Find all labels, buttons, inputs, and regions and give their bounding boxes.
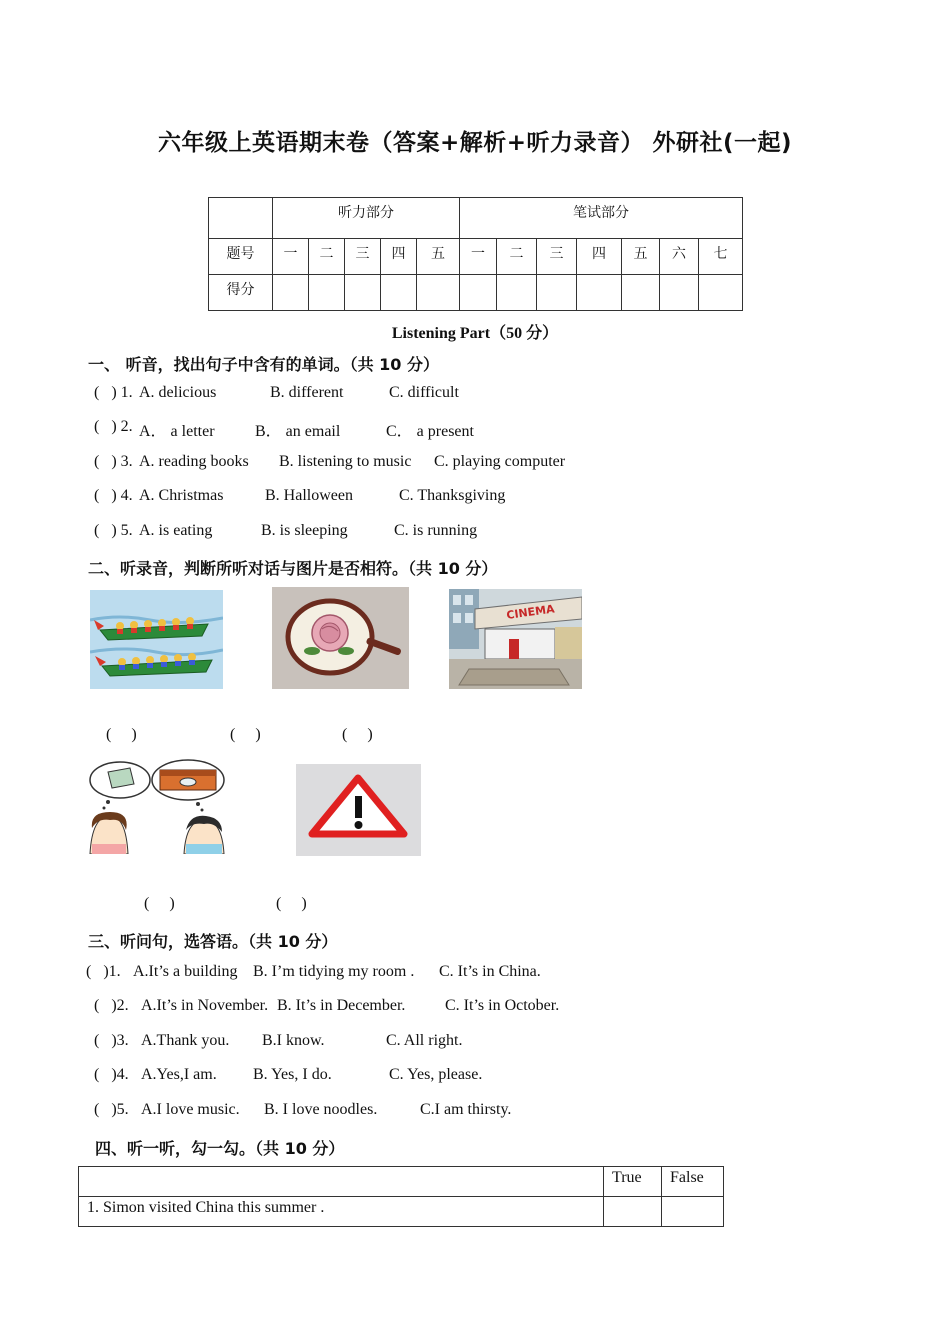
s3-q4-option-b: B. Yes, I do. <box>253 1066 332 1083</box>
s1-q4-option-c: C. Thanksgiving <box>399 487 506 504</box>
s3-q1-option-c: C. It’s in China. <box>439 963 541 980</box>
s3-q4-option-c: C. Yes, please. <box>389 1066 483 1083</box>
s1-q4-prefix[interactable]: ( ) 4. <box>94 487 133 504</box>
page-title: 六年级上英语期末卷（答案+解析+听力录音） 外研社(一起) <box>157 130 793 156</box>
s3-q2-prefix[interactable]: ( )2. <box>94 997 129 1014</box>
thinking-kids-picture <box>86 758 226 854</box>
number-cell: 三 <box>537 239 577 275</box>
warning-sign-picture <box>296 764 421 856</box>
number-cell: 七 <box>699 239 743 275</box>
number-cell: 二 <box>497 239 537 275</box>
s3-q4-option-a: A.Yes,I am. <box>141 1066 217 1083</box>
s1-q3-option-b: B. listening to music <box>279 453 412 470</box>
score-cell[interactable] <box>417 275 460 311</box>
fan-picture <box>272 587 409 689</box>
section2-heading: 二、听录音，判断所听对话与图片是否相符。（共 10 分） <box>88 559 498 578</box>
number-cell: 三 <box>345 239 381 275</box>
s1-q1-prefix[interactable]: ( ) 1. <box>94 384 133 401</box>
s1-q5-option-c: C. is running <box>394 522 478 539</box>
s2-answer-blank-1[interactable]: ( ) <box>106 726 137 743</box>
s1-q4-option-a: A. Christmas <box>139 487 224 504</box>
score-table <box>208 197 743 311</box>
number-cell: 五 <box>417 239 460 275</box>
score-cell[interactable] <box>273 275 309 311</box>
s2-answer-blank-3[interactable]: ( ) <box>342 726 373 743</box>
cinema-picture <box>449 589 582 689</box>
s3-q1-option-a: A.It’s a building <box>133 963 238 980</box>
number-cell: 二 <box>309 239 345 275</box>
s1-q2-option-c: C． a present <box>386 423 474 440</box>
score-cell[interactable] <box>537 275 577 311</box>
s1-q3-option-c: C. playing computer <box>434 453 566 470</box>
s2-answer-blank-4[interactable]: ( ) <box>144 895 175 912</box>
section1-heading: 一、 听音，找出句子中含有的单词。（共 10 分） <box>88 355 439 374</box>
s1-q2-option-b: B． an email <box>255 423 341 440</box>
s3-q4-prefix[interactable]: ( )4. <box>94 1066 129 1083</box>
number-cell: 一 <box>273 239 309 275</box>
s2-answer-blank-2[interactable]: ( ) <box>230 726 261 743</box>
tf-header-true: True <box>604 1167 662 1197</box>
s3-q5-option-c: C.I am thirsty. <box>420 1101 512 1118</box>
s1-q5-option-b: B. is sleeping <box>261 522 348 539</box>
s1-q2-option-a: A． a letter <box>139 423 215 440</box>
s1-q1-option-c: C. difficult <box>389 384 459 401</box>
s1-q5-option-a: A. is eating <box>139 522 213 539</box>
s3-q5-prefix[interactable]: ( )5. <box>94 1101 129 1118</box>
s1-q2-prefix[interactable]: ( ) 2. <box>94 418 133 435</box>
number-cell: 四 <box>577 239 622 275</box>
cinema-sign-text: CINEMA <box>505 602 556 622</box>
s3-q1-option-b: B. I’m tidying my room . <box>253 963 415 980</box>
s1-q5-prefix[interactable]: ( ) 5. <box>94 522 133 539</box>
s1-q3-prefix[interactable]: ( ) 3. <box>94 453 133 470</box>
dragon-boat-picture <box>90 590 223 689</box>
score-row-label: 得分 <box>209 275 273 311</box>
s3-q2-option-c: C. It’s in October. <box>445 997 560 1014</box>
tf-false-checkbox[interactable] <box>662 1197 724 1227</box>
tf-header-false: False <box>662 1167 724 1197</box>
s3-q3-option-b: B.I know. <box>262 1032 325 1049</box>
score-cell[interactable] <box>577 275 622 311</box>
s1-q3-option-a: A. reading books <box>139 453 249 470</box>
s1-q1-option-a: A. delicious <box>139 384 217 401</box>
score-cell[interactable] <box>460 275 497 311</box>
number-cell: 六 <box>660 239 699 275</box>
number-cell: 四 <box>381 239 417 275</box>
written-group-header: 笔试部分 <box>460 198 743 239</box>
s3-q3-option-c: C. All right. <box>386 1032 463 1049</box>
score-cell[interactable] <box>699 275 743 311</box>
s2-answer-blank-5[interactable]: ( ) <box>276 895 307 912</box>
tf-statement: 1. Simon visited China this summer . <box>79 1197 604 1227</box>
s1-q4-option-b: B. Halloween <box>265 487 353 504</box>
listening-group-header: 听力部分 <box>273 198 460 239</box>
number-row-label: 题号 <box>209 239 273 275</box>
s1-q1-option-b: B. different <box>270 384 344 401</box>
score-cell[interactable] <box>497 275 537 311</box>
true-false-table <box>78 1166 724 1227</box>
s3-q3-prefix[interactable]: ( )3. <box>94 1032 129 1049</box>
s3-q5-option-b: B. I love noodles. <box>264 1101 378 1118</box>
tf-true-checkbox[interactable] <box>604 1197 662 1227</box>
score-cell[interactable] <box>660 275 699 311</box>
s3-q2-option-a: A.It’s in November. <box>141 997 269 1014</box>
section4-heading: 四、听一听，勾一勾。（共 10 分） <box>95 1139 345 1158</box>
s3-q2-option-b: B. It’s in December. <box>277 997 406 1014</box>
score-cell[interactable] <box>622 275 660 311</box>
score-cell[interactable] <box>381 275 417 311</box>
number-cell: 一 <box>460 239 497 275</box>
s3-q5-option-a: A.I love music. <box>141 1101 240 1118</box>
section3-heading: 三、听问句，选答语。（共 10 分） <box>88 932 338 951</box>
tf-header-blank <box>79 1167 604 1197</box>
score-table-corner <box>209 198 273 239</box>
listening-part-label: Listening Part（50 分） <box>391 325 559 342</box>
score-cell[interactable] <box>309 275 345 311</box>
number-cell: 五 <box>622 239 660 275</box>
s3-q3-option-a: A.Thank you. <box>141 1032 230 1049</box>
score-cell[interactable] <box>345 275 381 311</box>
s3-q1-prefix[interactable]: ( )1. <box>86 963 121 980</box>
